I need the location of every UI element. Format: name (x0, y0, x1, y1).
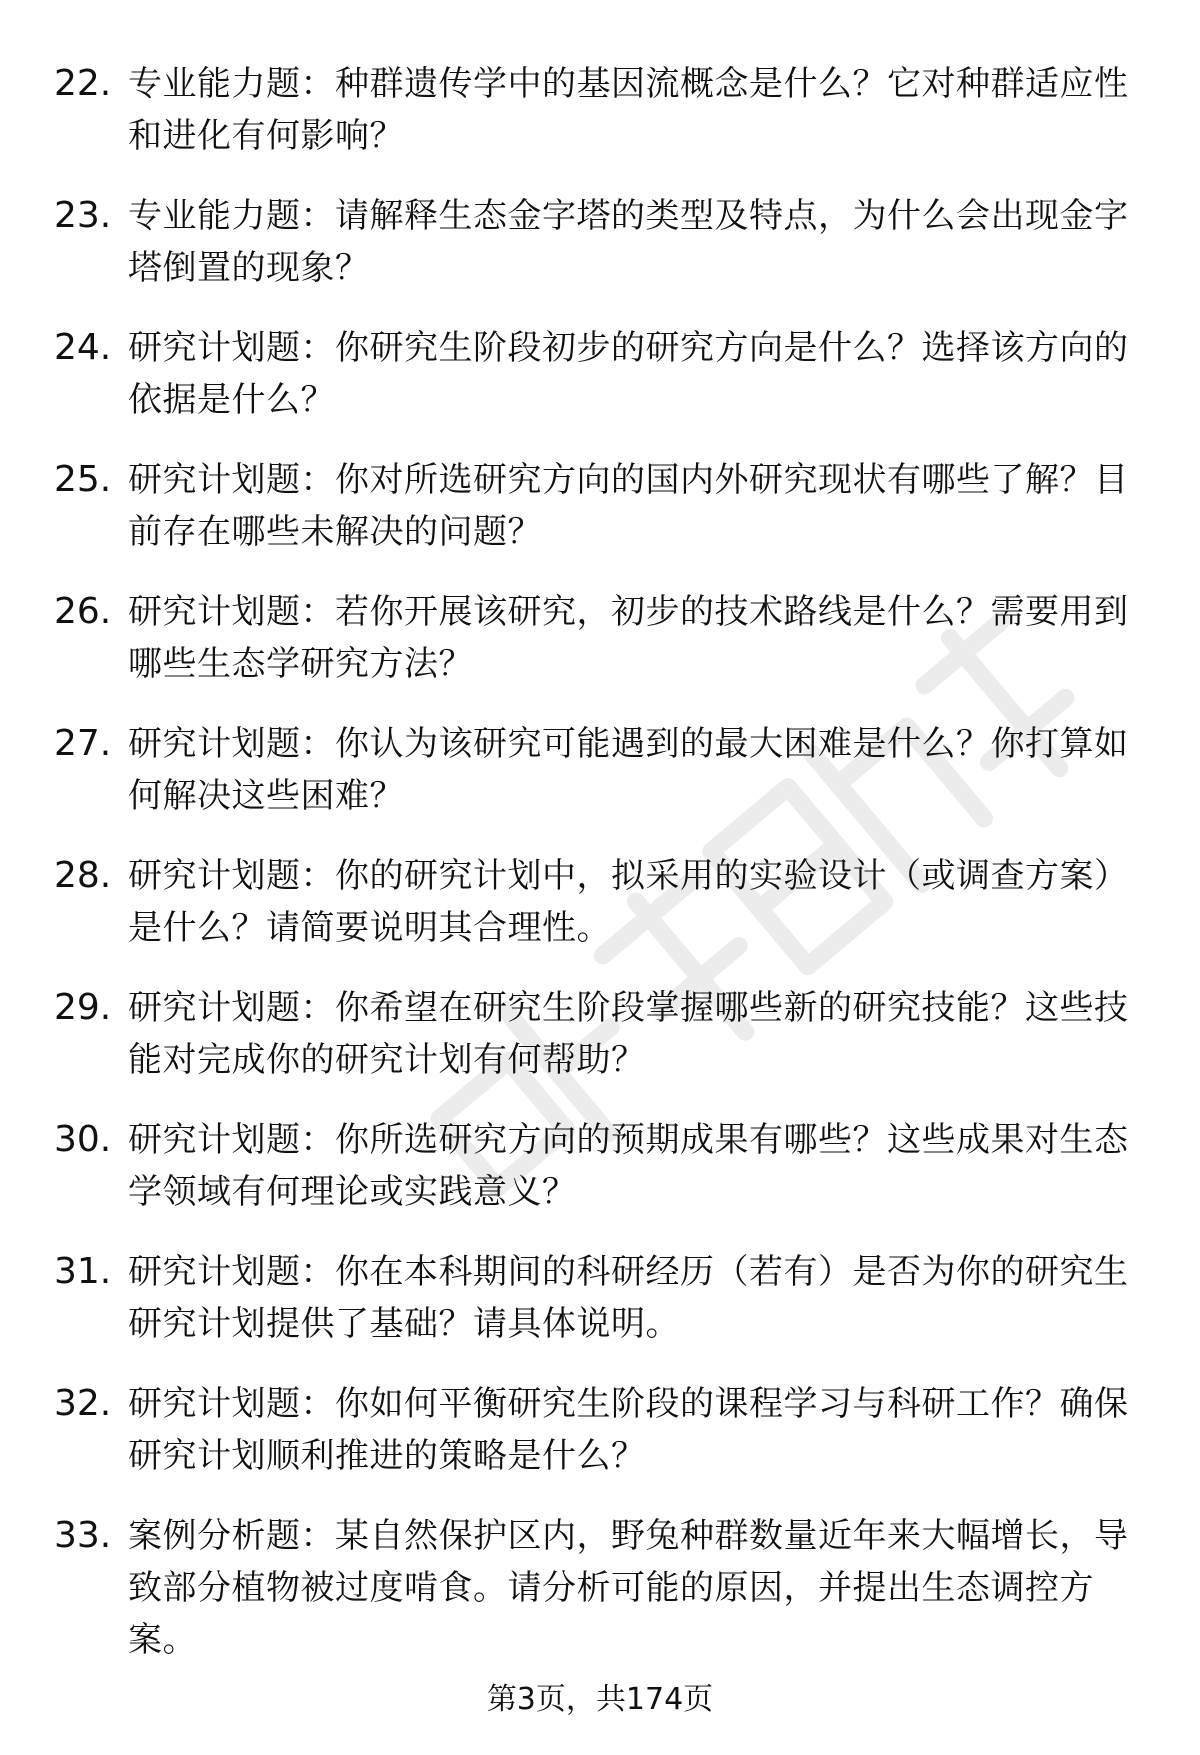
question-item-25 (0, 454, 1200, 586)
question-item-27 (0, 718, 1200, 850)
question-number: 23. (54, 195, 112, 236)
question-item-22 (0, 58, 1200, 190)
question-number: 25. (54, 459, 112, 500)
question-text: 专业能力题：请解释生态金字塔的类型及特点，为什么会出现金字塔倒置的现象？ (128, 196, 1129, 288)
question-number: 27. (54, 723, 112, 764)
page-number-label: 第3页，共174页 (486, 1682, 714, 1717)
question-item-26 (0, 586, 1200, 718)
question-number: 28. (54, 855, 112, 896)
question-number: 32. (54, 1383, 112, 1424)
question-item-31 (0, 1246, 1200, 1378)
question-text: 专业能力题：种群遗传学中的基因流概念是什么？它对种群适应性和进化有何影响？ (128, 64, 1129, 156)
question-item-33 (0, 1510, 1200, 1660)
question-number: 24. (54, 327, 112, 368)
question-number: 22. (54, 63, 112, 104)
question-item-30 (0, 1114, 1200, 1246)
question-text: 案例分析题：某自然保护区内，野兔种群数量近年来大幅增长，导致部分植物被过度啃食。请分析可能的原因，并提出生态调控方案。 (128, 1516, 1129, 1660)
question-text: 研究计划题：你希望在研究生阶段掌握哪些新的研究技能？这些技能对完成你的研究计划有何帮助？ (128, 988, 1129, 1080)
question-number: 33. (54, 1515, 112, 1556)
question-number: 29. (54, 987, 112, 1028)
question-number: 26. (54, 591, 112, 632)
question-number: 31. (54, 1251, 112, 1292)
question-list (0, 58, 1200, 1660)
question-number: 30. (54, 1119, 112, 1160)
question-item-23 (0, 190, 1200, 322)
page-footer (0, 1680, 1200, 1720)
question-text: 研究计划题：你研究生阶段初步的研究方向是什么？选择该方向的依据是什么？ (128, 328, 1129, 420)
question-text: 研究计划题：你在本科期间的科研经历（若有）是否为你的研究生研究计划提供了基础？请具体说明。 (128, 1252, 1129, 1344)
question-text: 研究计划题：你所选研究方向的预期成果有哪些？这些成果对生态学领域有何理论或实践意义？ (128, 1120, 1129, 1212)
question-text: 研究计划题：你认为该研究可能遇到的最大困难是什么？你打算如何解决这些困难？ (128, 724, 1129, 816)
question-text: 研究计划题：你对所选研究方向的国内外研究现状有哪些了解？目前存在哪些未解决的问题？ (128, 460, 1129, 552)
question-item-29 (0, 982, 1200, 1114)
question-text: 研究计划题：你的研究计划中，拟采用的实验设计（或调查方案）是什么？请简要说明其合理性。 (128, 856, 1129, 948)
question-item-28 (0, 850, 1200, 982)
question-text: 研究计划题：若你开展该研究，初步的技术路线是什么？需要用到哪些生态学研究方法？ (128, 592, 1129, 684)
question-text: 研究计划题：你如何平衡研究生阶段的课程学习与科研工作？确保研究计划顺利推进的策略是什么？ (128, 1384, 1129, 1476)
question-item-24 (0, 322, 1200, 454)
question-item-32 (0, 1378, 1200, 1510)
